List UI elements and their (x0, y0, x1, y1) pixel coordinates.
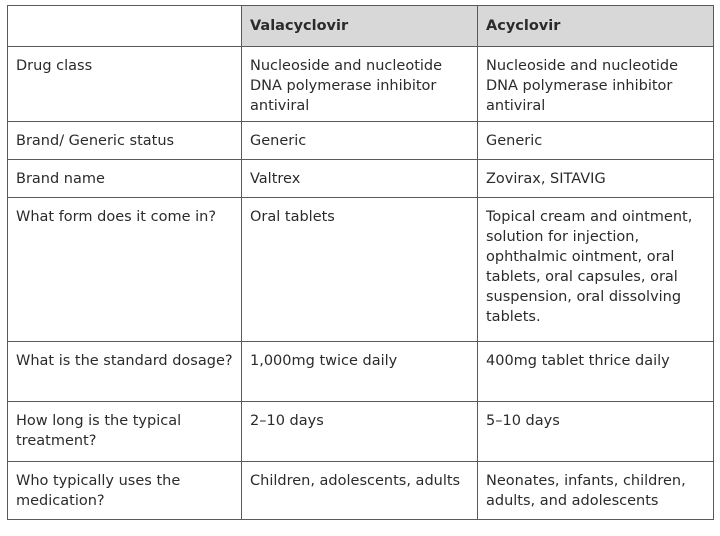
row-label: Brand/ Generic status (8, 122, 242, 160)
header-corner-cell (8, 6, 242, 47)
header-acyclovir: Acyclovir (478, 6, 714, 47)
row-label: Who typically uses the medication? (8, 462, 242, 520)
cell-valacyclovir: Valtrex (242, 160, 478, 198)
row-label: How long is the typical treatment? (8, 402, 242, 462)
row-label: What is the standard dosage? (8, 342, 242, 402)
cell-valacyclovir: 1,000mg twice daily (242, 342, 478, 402)
cell-valacyclovir: Oral tablets (242, 198, 478, 342)
table-row (8, 402, 714, 462)
table-row (8, 47, 714, 122)
table-row (8, 462, 714, 520)
cell-acyclovir: Topical cream and ointment, solution for injection, ophthalmic ointment, oral tablets, oral capsules, oral suspension, oral dissolving tablets. (478, 198, 714, 342)
cell-valacyclovir: 2–10 days (242, 402, 478, 462)
row-label: Drug class (8, 47, 242, 122)
comparison-table (7, 5, 714, 520)
cell-valacyclovir: Children, adolescents, adults (242, 462, 478, 520)
cell-acyclovir: Generic (478, 122, 714, 160)
cell-acyclovir: 5–10 days (478, 402, 714, 462)
cell-acyclovir: 400mg tablet thrice daily (478, 342, 714, 402)
table-row (8, 342, 714, 402)
row-label: Brand name (8, 160, 242, 198)
cell-acyclovir: Neonates, infants, children, adults, and adolescents (478, 462, 714, 520)
cell-acyclovir: Zovirax, SITAVIG (478, 160, 714, 198)
table-row (8, 122, 714, 160)
cell-valacyclovir: Generic (242, 122, 478, 160)
table-row (8, 160, 714, 198)
cell-acyclovir: Nucleoside and nucleotide DNA polymerase inhibitor antiviral (478, 47, 714, 122)
table-row (8, 198, 714, 342)
header-valacyclovir: Valacyclovir (242, 6, 478, 47)
cell-valacyclovir: Nucleoside and nucleotide DNA polymerase inhibitor antiviral (242, 47, 478, 122)
table-header-row (8, 6, 714, 47)
row-label: What form does it come in? (8, 198, 242, 342)
